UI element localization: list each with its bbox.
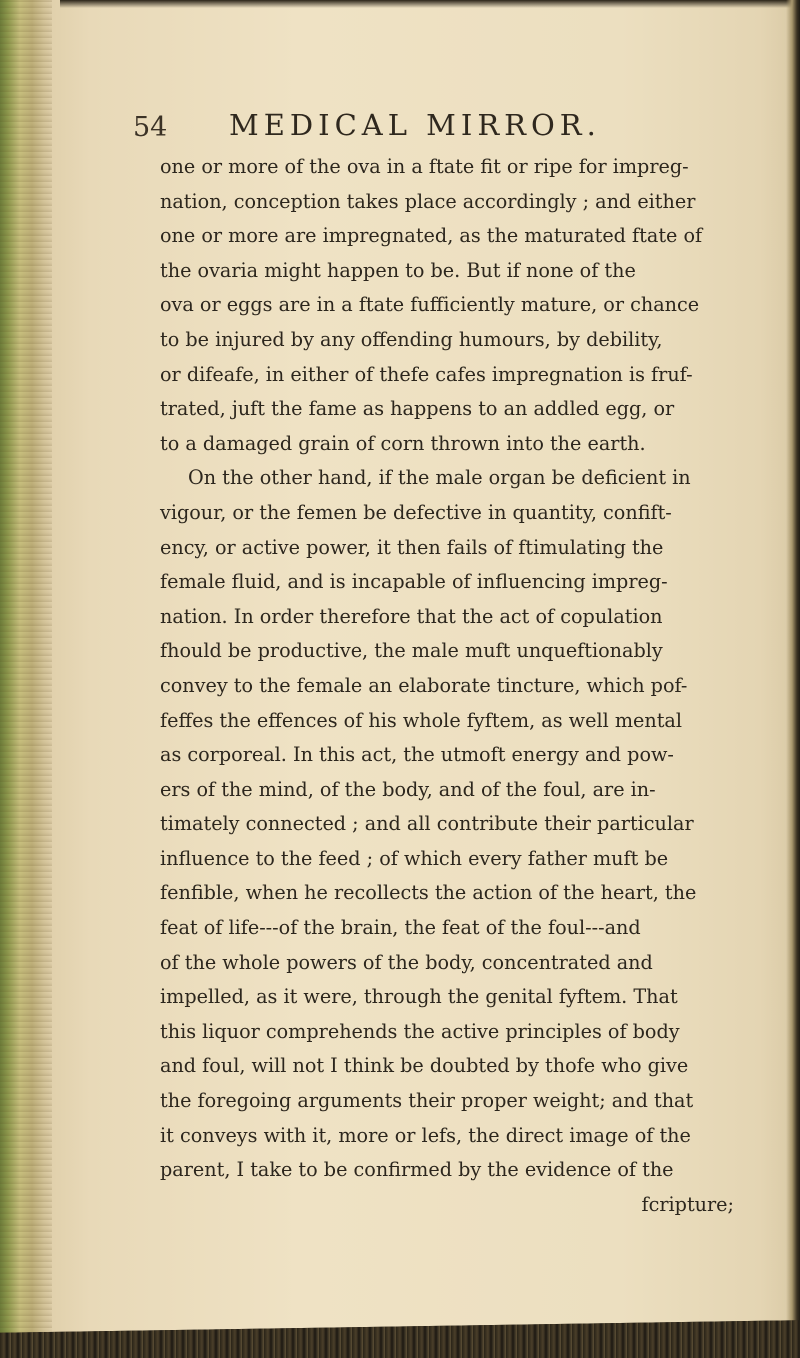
text-line: fhould be productive, the male muft unqueftionably [160,639,663,663]
text-line: ency, or active power, it then fails of ftimulating the [160,535,664,559]
text-line: trated, juft the fame as happens to an addled egg, or [160,397,675,421]
text-line: this liquor comprehends the active principles of body [160,1019,680,1043]
text-line: parent, I take to be confirmed by the evidence of the [160,1158,674,1182]
text-line: influence to the feed ; of which every father muft be [160,846,669,870]
text-line: feffes the effences of his whole fyftem, as well mental [160,708,683,732]
text-line: ova or eggs are in a ftate fufficiently mature, or chance [160,293,700,317]
page-number: 54 [133,112,168,143]
binding-edge [0,0,52,1358]
text-line: the foregoing arguments their proper weight; and that [160,1089,694,1113]
text-line: one or more are impregnated, as the maturated ftate of [160,224,703,248]
text-line: it conveys with it, more or lefs, the direct image of the [160,1123,691,1147]
text-line: nation. In order therefore that the act of copulation [160,604,663,628]
text-line: to be injured by any offending humours, by debility, [160,327,663,351]
text-line: ers of the mind, of the body, and of the foul, are in- [160,777,656,801]
paragraph-start-line: On the other hand, if the male organ be deficient in [188,466,691,490]
catchword: fcripture; [641,1192,734,1216]
text-line: convey to the female an elaborate tincture, which pof- [160,673,688,697]
running-title: MEDICAL MIRROR. [229,108,601,142]
page-top-shadow [60,0,800,8]
text-line: vigour, or the femen be defective in quantity, confift- [160,500,672,524]
page-right-edge [786,0,800,1358]
text-line: timately connected ; and all contribute their particular [160,812,694,836]
text-line: fenfible, when he recollects the action of the heart, the [160,881,697,905]
body-text [160,150,770,1222]
text-line: as corporeal. In this act, the utmoft energy and pow- [160,743,674,767]
text-line: female fluid, and is incapable of influencing impreg- [160,570,668,594]
text-line: nation, conception takes place accordingly ; and either [160,189,696,213]
text-line: to a damaged grain of corn thrown into the earth. [160,431,646,455]
page-header [133,108,773,148]
text-line: or difeafe, in either of thefe cafes impregnation is fruf- [160,362,693,386]
text-line: of the whole powers of the body, concentrated and [160,950,653,974]
text-line: feat of life---of the brain, the feat of the foul---and [160,916,641,940]
page-bottom-edge [0,1316,800,1358]
text-line: the ovaria might happen to be. But if none of the [160,258,636,282]
text-line: and foul, will not I think be doubted by thofe who give [160,1054,689,1078]
text-line: impelled, as it were, through the genital fyftem. That [160,985,678,1009]
text-line: one or more of the ova in a ftate fit or ripe for impreg- [160,155,689,178]
